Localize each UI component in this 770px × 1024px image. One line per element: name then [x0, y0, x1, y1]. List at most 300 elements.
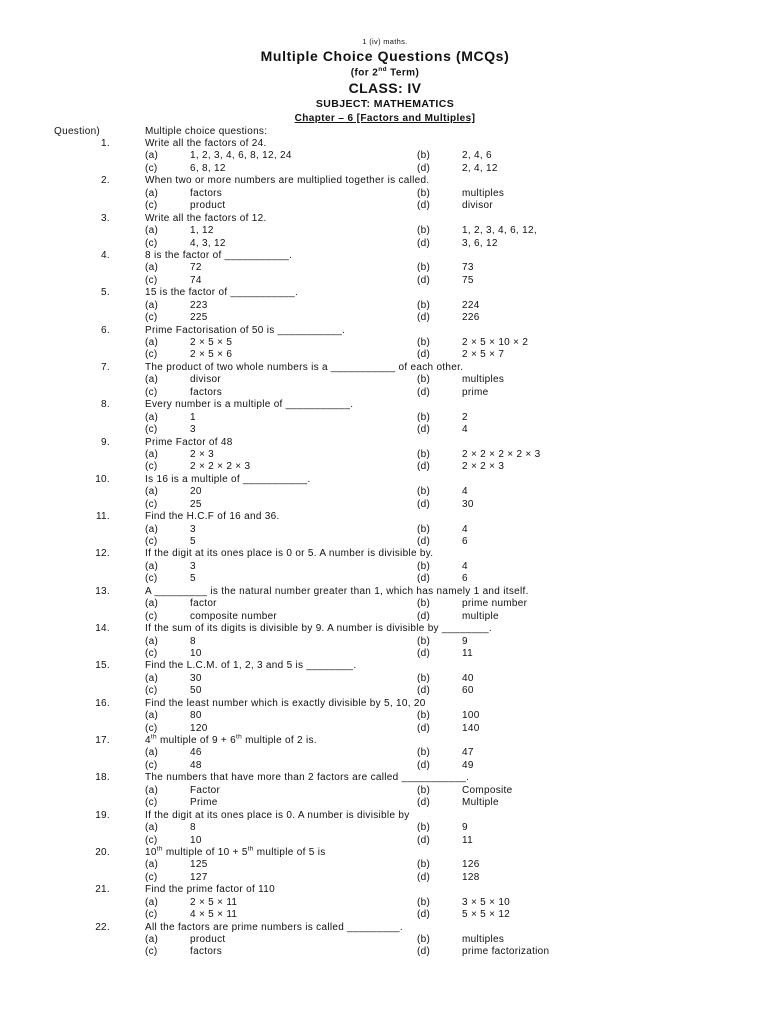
option-b: 100 — [462, 710, 480, 722]
option-label-a: (a) — [145, 150, 159, 162]
option-row — [0, 275, 770, 287]
option-d: 2 × 2 × 3 — [462, 461, 505, 473]
term-subtitle-pre: (for 2 — [350, 67, 379, 79]
option-row — [0, 648, 770, 660]
question-number: 16. — [95, 697, 110, 709]
question-line — [0, 399, 770, 411]
option-d: multiple — [462, 610, 499, 622]
question-line — [0, 847, 770, 859]
option-label-a: (a) — [145, 598, 159, 610]
question-number: 20. — [95, 846, 110, 858]
option-row — [0, 710, 770, 722]
option-b: 1, 2, 3, 4, 6, 12, — [462, 225, 537, 237]
question-text-superscript: th — [247, 845, 254, 853]
option-row — [0, 760, 770, 772]
option-row — [0, 598, 770, 610]
option-b: multiples — [462, 374, 505, 386]
option-label-b: (b) — [417, 896, 431, 908]
option-c: 5 — [190, 536, 196, 547]
option-label-a: (a) — [145, 859, 159, 871]
option-label-b: (b) — [417, 150, 431, 162]
option-b: 2, 4, 6 — [462, 150, 492, 162]
option-b: 2 × 2 × 2 × 2 × 3 — [462, 448, 541, 460]
option-a: 2 × 3 — [190, 448, 215, 460]
option-d: 60 — [462, 685, 474, 697]
option-label-b: (b) — [417, 411, 431, 423]
option-a: Factor — [190, 784, 221, 796]
option-label-a: (a) — [145, 299, 159, 311]
option-c: 225 — [190, 312, 208, 324]
chapter-heading-text: Chapter – 6 [Factors and Multiples] — [294, 113, 476, 124]
option-label-c: (c) — [145, 424, 158, 436]
option-label-a: (a) — [145, 635, 159, 647]
question-text-part: multiple of 10 + 5 — [162, 846, 248, 858]
option-label-a: (a) — [145, 784, 159, 796]
option-d: 11 — [462, 834, 473, 846]
option-a: 2 × 5 × 11 — [190, 896, 238, 908]
option-c: 5 — [190, 573, 196, 585]
option-label-b: (b) — [417, 747, 431, 759]
option-d: 140 — [462, 722, 480, 734]
option-d: 11 — [462, 647, 473, 659]
option-label-d: (d) — [417, 834, 431, 846]
option-a: 46 — [190, 747, 202, 759]
question-number: 13. — [95, 585, 110, 597]
question-number: 14. — [95, 623, 110, 635]
question-text-part: 10 — [145, 846, 157, 858]
question-line — [0, 735, 770, 747]
question-text — [145, 735, 317, 747]
option-label-c: (c) — [145, 759, 158, 771]
option-label-b: (b) — [417, 672, 431, 684]
term-subtitle-post: Term) — [386, 67, 420, 79]
option-label-d: (d) — [417, 573, 431, 585]
option-label-d: (d) — [417, 797, 431, 809]
option-row — [0, 897, 770, 909]
option-label-b: (b) — [417, 299, 431, 311]
option-label-d: (d) — [417, 312, 431, 324]
option-row — [0, 797, 770, 809]
option-label-b: (b) — [417, 859, 431, 871]
option-d: divisor — [462, 200, 493, 212]
option-d: 3, 6, 12 — [462, 237, 498, 249]
question-text-part: multiple of 9 + 6 — [156, 735, 236, 746]
option-row — [0, 163, 770, 175]
option-label-b: (b) — [417, 448, 431, 460]
option-b: 3 × 5 × 10 — [462, 896, 511, 908]
option-c: 2 × 5 × 6 — [190, 349, 233, 361]
question-number: 10. — [95, 473, 110, 485]
option-c: 48 — [190, 759, 202, 771]
question-line — [0, 698, 770, 710]
question-number: 22. — [95, 921, 110, 933]
top-note: 1 (iv) maths. — [362, 37, 408, 46]
option-label-c: (c) — [145, 871, 158, 883]
option-row — [0, 561, 770, 573]
question-line — [0, 325, 770, 337]
question-number: 5. — [101, 287, 110, 299]
question-text: Write all the factors of 12. — [145, 212, 267, 224]
question-number: 19. — [95, 809, 110, 821]
option-c: 10 — [190, 647, 202, 659]
option-row — [0, 946, 770, 958]
question-line — [0, 772, 770, 784]
option-label-c: (c) — [145, 573, 158, 585]
question-line — [0, 623, 770, 635]
option-row — [0, 872, 770, 884]
option-b: 4 — [462, 486, 468, 498]
option-label-a: (a) — [145, 523, 159, 535]
option-d: prime factorization — [462, 946, 550, 958]
question-section-intro: Multiple choice questions: — [145, 126, 268, 137]
option-label-b: (b) — [417, 635, 431, 647]
option-label-d: (d) — [417, 685, 431, 697]
option-row — [0, 785, 770, 797]
question-text: Prime Factor of 48 — [145, 436, 233, 448]
option-row — [0, 312, 770, 324]
option-label-c: (c) — [145, 610, 158, 622]
question-text: Every number is a multiple of ___________. — [145, 399, 354, 411]
question-line — [0, 138, 770, 150]
option-row — [0, 337, 770, 349]
option-label-a: (a) — [145, 672, 159, 684]
option-row — [0, 835, 770, 847]
option-a: 30 — [190, 672, 202, 684]
option-c: 4 × 5 × 11 — [190, 909, 238, 921]
option-a: 223 — [190, 299, 208, 311]
option-d: 75 — [462, 274, 474, 286]
option-row — [0, 486, 770, 498]
option-row — [0, 449, 770, 461]
question-number: 11. — [95, 511, 110, 523]
option-label-c: (c) — [145, 349, 158, 361]
option-row — [0, 573, 770, 585]
question-text: Write all the factors of 24. — [145, 138, 267, 149]
option-label-b: (b) — [417, 486, 431, 498]
question-line — [0, 586, 770, 598]
option-a: 8 — [190, 822, 196, 834]
question-line — [0, 922, 770, 934]
option-a: 20 — [190, 486, 202, 498]
option-row — [0, 150, 770, 162]
option-label-b: (b) — [417, 560, 431, 572]
option-d: 6 — [462, 573, 468, 585]
option-label-b: (b) — [417, 822, 431, 834]
question-number: 18. — [95, 772, 110, 784]
option-label-d: (d) — [417, 237, 431, 249]
option-label-d: (d) — [417, 722, 431, 734]
option-label-d: (d) — [417, 498, 431, 510]
option-label-d: (d) — [417, 424, 431, 436]
option-label-d: (d) — [417, 274, 431, 286]
option-b: 47 — [462, 747, 474, 759]
option-label-c: (c) — [145, 200, 158, 212]
question-text-part: multiple of 5 is — [253, 846, 326, 858]
option-b: multiples — [462, 187, 505, 199]
question-text: Find the prime factor of 110 — [145, 884, 275, 896]
question-line — [0, 884, 770, 896]
question-line — [0, 511, 770, 523]
option-b: 224 — [462, 299, 480, 311]
option-label-d: (d) — [417, 871, 431, 883]
option-label-a: (a) — [145, 747, 159, 759]
option-c: factors — [190, 946, 223, 958]
option-label-a: (a) — [145, 262, 159, 274]
option-label-a: (a) — [145, 337, 159, 348]
option-row — [0, 387, 770, 399]
option-row — [0, 424, 770, 436]
question-text: If the digit at its ones place is 0 or 5. A number is divisible by. — [145, 548, 434, 560]
question-line — [0, 287, 770, 299]
option-a: 1 — [190, 411, 196, 423]
question-text: When two or more numbers are multiplied together is called. — [145, 175, 430, 187]
option-label-d: (d) — [417, 610, 431, 622]
question-text: Prime Factorisation of 50 is ___________. — [145, 324, 346, 336]
option-c: 2 × 2 × 2 × 3 — [190, 461, 251, 473]
option-a: divisor — [190, 374, 221, 386]
option-label-d: (d) — [417, 461, 431, 473]
option-d: 6 — [462, 536, 468, 547]
question-text: Find the H.C.F of 16 and 36. — [145, 511, 280, 523]
option-label-c: (c) — [145, 647, 158, 659]
option-label-c: (c) — [145, 946, 158, 958]
option-label-c: (c) — [145, 162, 158, 174]
option-label-b: (b) — [417, 934, 431, 945]
question-text-part: 4 — [145, 735, 151, 746]
option-label-b: (b) — [417, 262, 431, 274]
question-number: 3. — [101, 212, 110, 224]
option-c: 127 — [190, 871, 208, 883]
chapter-heading — [0, 113, 770, 124]
option-c: 120 — [190, 722, 208, 734]
question-text: Find the L.C.M. of 1, 2, 3 and 5 is ________. — [145, 660, 357, 672]
option-label-d: (d) — [417, 759, 431, 771]
option-c: 50 — [190, 685, 202, 697]
option-a: 125 — [190, 859, 208, 871]
option-d: prime — [462, 386, 489, 398]
option-row — [0, 822, 770, 834]
question-text: Find the least number which is exactly divisible by 5, 10, 20 — [145, 697, 426, 709]
option-a: factor — [190, 598, 217, 610]
option-label-c: (c) — [145, 685, 158, 697]
term-subtitle-sup: nd — [378, 66, 387, 73]
question-text: If the digit at its ones place is 0. A number is divisible by — [145, 809, 410, 821]
question-number: 1. — [101, 138, 110, 149]
option-row — [0, 461, 770, 473]
question-text: A _________ is the natural number greater than 1, which has namely 1 and itself. — [145, 585, 529, 597]
option-c: composite number — [190, 610, 278, 622]
option-label-d: (d) — [417, 200, 431, 212]
question-text: The numbers that have more than 2 factors are called ___________. — [145, 772, 470, 784]
question-text: The product of two whole numbers is a ___________ of each other. — [145, 361, 464, 373]
option-label-c: (c) — [145, 536, 158, 547]
page-title: Multiple Choice Questions (MCQs) — [260, 48, 510, 64]
option-b: 4 — [462, 560, 468, 572]
question-text: 15 is the factor of ___________. — [145, 287, 299, 299]
option-b: 9 — [462, 635, 468, 647]
option-row — [0, 723, 770, 735]
question-line — [0, 474, 770, 486]
option-row — [0, 200, 770, 212]
option-row — [0, 499, 770, 511]
option-label-a: (a) — [145, 411, 159, 423]
option-row — [0, 909, 770, 921]
question-number: 17. — [95, 735, 110, 746]
option-d: 5 × 5 × 12 — [462, 909, 511, 921]
option-label-c: (c) — [145, 386, 158, 398]
option-b: multiples — [462, 934, 505, 945]
option-label-a: (a) — [145, 486, 159, 498]
question-list — [0, 138, 770, 959]
option-label-b: (b) — [417, 187, 431, 199]
option-a: factors — [190, 187, 223, 199]
option-a: 2 × 5 × 5 — [190, 337, 233, 348]
option-row — [0, 611, 770, 623]
option-label-c: (c) — [145, 498, 158, 510]
question-text-part: multiple of 2 is. — [242, 735, 317, 746]
question-text-superscript: th — [156, 845, 163, 853]
option-a: 8 — [190, 635, 196, 647]
option-label-b: (b) — [417, 710, 431, 722]
option-c: 3 — [190, 424, 196, 436]
option-label-c: (c) — [145, 237, 158, 249]
question-line — [0, 250, 770, 262]
option-row — [0, 300, 770, 312]
option-label-b: (b) — [417, 337, 431, 348]
question-number: 12. — [95, 548, 110, 560]
option-row — [0, 524, 770, 536]
option-label-b: (b) — [417, 784, 431, 796]
option-d: 128 — [462, 871, 480, 883]
option-label-c: (c) — [145, 312, 158, 324]
option-row — [0, 934, 770, 946]
option-label-d: (d) — [417, 162, 431, 174]
option-label-b: (b) — [417, 225, 431, 237]
question-line — [0, 213, 770, 225]
option-b: 2 — [462, 411, 468, 423]
question-line — [0, 660, 770, 672]
option-label-a: (a) — [145, 225, 159, 237]
option-a: 3 — [190, 523, 196, 535]
question-text-superscript: th — [150, 733, 157, 741]
question-number: 7. — [101, 361, 110, 373]
option-row — [0, 349, 770, 361]
option-a: 72 — [190, 262, 202, 274]
option-d: 226 — [462, 312, 480, 324]
option-label-a: (a) — [145, 560, 159, 572]
subject-heading: SUBJECT: MATHEMATICS — [315, 98, 455, 110]
option-label-a: (a) — [145, 896, 159, 908]
option-label-a: (a) — [145, 448, 159, 460]
option-row — [0, 673, 770, 685]
option-label-c: (c) — [145, 461, 158, 473]
option-c: 6, 8, 12 — [190, 162, 226, 174]
option-c: Prime — [190, 797, 218, 809]
option-b: 4 — [462, 523, 468, 535]
option-label-d: (d) — [417, 349, 431, 361]
option-row — [0, 747, 770, 759]
option-label-b: (b) — [417, 523, 431, 535]
question-number: 15. — [95, 660, 110, 672]
option-a: 3 — [190, 560, 196, 572]
option-b: 73 — [462, 262, 474, 274]
option-row — [0, 859, 770, 871]
question-number: 2. — [101, 175, 110, 187]
option-d: 30 — [462, 498, 474, 510]
option-label-d: (d) — [417, 647, 431, 659]
option-label-a: (a) — [145, 187, 159, 199]
question-number: 9. — [101, 436, 110, 448]
option-b: prime number — [462, 598, 528, 610]
question-line — [0, 548, 770, 560]
option-label-c: (c) — [145, 909, 158, 921]
option-c: product — [190, 200, 226, 212]
option-label-a: (a) — [145, 822, 159, 834]
term-subtitle — [0, 66, 770, 78]
option-label-d: (d) — [417, 536, 431, 547]
option-b: 40 — [462, 672, 474, 684]
option-row — [0, 238, 770, 250]
question-text-superscript: th — [235, 733, 242, 741]
option-a: product — [190, 934, 226, 945]
option-label-d: (d) — [417, 386, 431, 398]
option-label-b: (b) — [417, 374, 431, 386]
option-label-c: (c) — [145, 274, 158, 286]
option-b: 9 — [462, 822, 468, 834]
option-label-c: (c) — [145, 797, 158, 809]
question-number: 21. — [95, 884, 110, 896]
option-d: Multiple — [462, 797, 499, 809]
option-b: Composite — [462, 784, 513, 796]
option-d: 4 — [462, 424, 468, 436]
option-label-a: (a) — [145, 934, 159, 945]
question-number: 4. — [101, 249, 110, 261]
question-text: If the sum of its digits is divisible by 9. A number is divisible by ________. — [145, 623, 492, 635]
option-a: 1, 12 — [190, 225, 214, 237]
question-line — [0, 810, 770, 822]
option-label-d: (d) — [417, 946, 431, 958]
option-row — [0, 412, 770, 424]
option-label-c: (c) — [145, 834, 158, 846]
option-row — [0, 262, 770, 274]
option-row — [0, 536, 770, 548]
question-line — [0, 437, 770, 449]
question-text: 8 is the factor of ___________. — [145, 249, 293, 261]
class-heading: CLASS: IV — [348, 80, 422, 96]
option-label-d: (d) — [417, 909, 431, 921]
option-d: 2, 4, 12 — [462, 162, 498, 174]
question-text: Is 16 is a multiple of ___________. — [145, 473, 311, 485]
option-c: 74 — [190, 274, 202, 286]
question-line — [0, 362, 770, 374]
question-line — [0, 175, 770, 187]
option-c: 4, 3, 12 — [190, 237, 226, 249]
question-text — [145, 847, 326, 859]
option-label-a: (a) — [145, 710, 159, 722]
question-text: All the factors are prime numbers is called _________. — [145, 921, 403, 933]
question-number: 8. — [101, 399, 110, 411]
option-c: 25 — [190, 498, 202, 510]
option-b: 126 — [462, 859, 480, 871]
option-d: 49 — [462, 759, 474, 771]
option-label-a: (a) — [145, 374, 159, 386]
question-section-label: Question) — [54, 126, 101, 137]
option-label-c: (c) — [145, 722, 158, 734]
option-d: 2 × 5 × 7 — [462, 349, 505, 361]
option-row — [0, 636, 770, 648]
option-a: 80 — [190, 710, 202, 722]
option-row — [0, 685, 770, 697]
